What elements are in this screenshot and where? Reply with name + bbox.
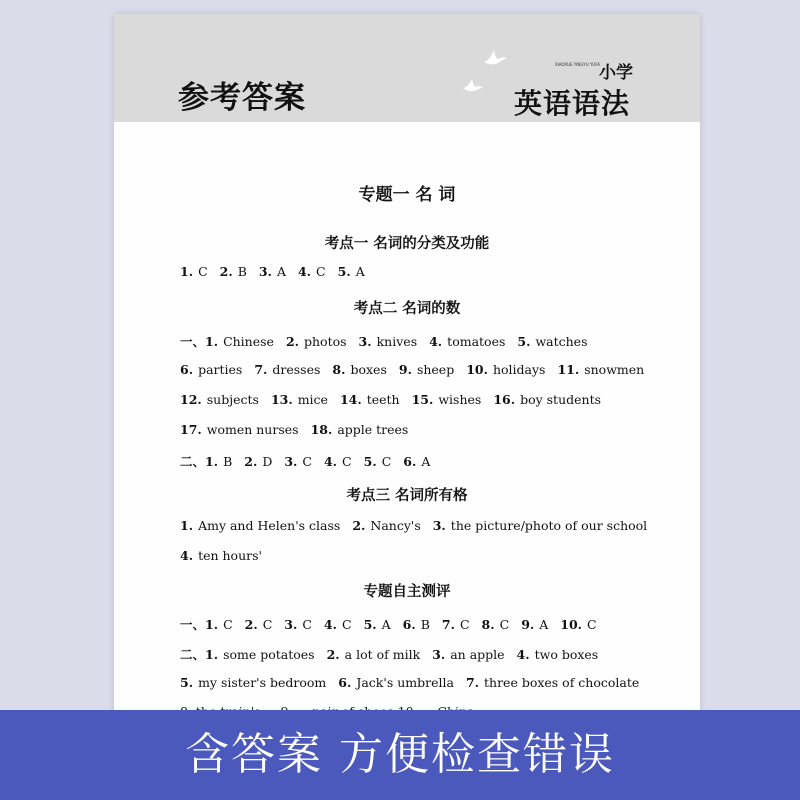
- answer-line: [180, 645, 610, 663]
- answer-number: 一、1.: [180, 617, 219, 632]
- answer-text: the picture/photo of our school: [450, 518, 648, 533]
- answer-number: 11.: [557, 362, 580, 377]
- answer-item: [180, 518, 340, 533]
- answer-line: [180, 422, 420, 437]
- answer-item: [180, 617, 233, 632]
- answer-item: [245, 617, 273, 632]
- answer-item: [180, 362, 242, 377]
- answer-text: C: [223, 617, 233, 632]
- answer-item: [517, 647, 599, 662]
- answer-text: tomatoes: [447, 334, 506, 349]
- answer-text: B: [237, 264, 247, 279]
- answer-text: C: [341, 617, 352, 632]
- answer-item: [180, 334, 274, 349]
- answer-text: C: [587, 617, 597, 632]
- answer-number: 1.: [180, 264, 194, 279]
- answer-item: [311, 422, 409, 437]
- answer-item: [442, 617, 470, 632]
- answer-number: 1.: [180, 518, 194, 533]
- answer-item: [364, 617, 391, 632]
- answer-line: [180, 362, 656, 377]
- answer-text: Amy and Helen's class: [198, 518, 341, 533]
- answer-number: 4.: [429, 334, 443, 349]
- answer-number: 7.: [254, 362, 268, 377]
- answer-text: A: [276, 264, 286, 279]
- answer-number: 13.: [270, 392, 293, 407]
- answer-text: B: [420, 617, 430, 632]
- answer-line: [180, 615, 609, 633]
- answer-item: [180, 422, 299, 437]
- answer-number: 二、1.: [180, 647, 219, 662]
- answer-number: 4.: [297, 264, 312, 279]
- answer-text: A: [355, 264, 365, 279]
- answer-item: [327, 647, 421, 662]
- answer-text: a lot of milk: [344, 647, 421, 662]
- answer-number: 8.: [332, 362, 346, 377]
- answer-text: two boxes: [534, 647, 599, 662]
- answer-text: three boxes of chocolate: [484, 675, 640, 690]
- answer-text: snowmen: [584, 362, 645, 377]
- answer-text: C: [342, 454, 352, 469]
- answer-item: [284, 617, 312, 632]
- answer-number: 5.: [363, 617, 377, 632]
- answer-text: subjects: [206, 392, 259, 407]
- answer-number: 4.: [323, 454, 338, 469]
- answer-item: [180, 392, 259, 407]
- answer-text: C: [302, 454, 312, 469]
- series-label-small: 小学: [599, 63, 633, 83]
- answer-number: 二、1.: [180, 454, 219, 469]
- answer-text: some potatoes: [223, 647, 315, 662]
- answer-text: photos: [304, 334, 347, 349]
- answer-text: D: [262, 454, 273, 469]
- answer-text: Jack's umbrella: [356, 675, 454, 690]
- answer-number: 4.: [323, 617, 337, 632]
- answer-number: 5.: [180, 675, 194, 690]
- answer-item: [298, 264, 326, 279]
- answer-number: 5.: [517, 334, 531, 349]
- answer-number: 3.: [284, 454, 298, 469]
- series-label-big: 英语语法: [514, 87, 631, 120]
- answer-item: [352, 518, 420, 533]
- answer-item: [340, 392, 400, 407]
- section-heading-3: 考点三 名词所有格: [346, 488, 468, 504]
- answer-item: [220, 264, 247, 279]
- bird-icon: [462, 78, 484, 98]
- answer-item: [482, 617, 510, 632]
- answer-line: [180, 548, 274, 563]
- answer-text: B: [223, 454, 233, 469]
- answer-item: [254, 362, 320, 377]
- answer-item: [517, 334, 587, 349]
- answer-number: 9.: [521, 617, 535, 632]
- answer-item: [180, 647, 315, 662]
- answer-text: knives: [376, 334, 418, 349]
- answer-number: 一、1.: [180, 334, 219, 349]
- answer-text: Chinese: [223, 334, 274, 349]
- answer-number: 18.: [310, 422, 333, 437]
- answer-line: [180, 264, 377, 279]
- answer-text: ten hours': [198, 548, 262, 563]
- answer-number: 12.: [180, 392, 202, 407]
- answer-number: 7.: [465, 675, 479, 690]
- section-heading-4: 专题自主测评: [363, 584, 451, 600]
- answer-text: A: [539, 617, 549, 632]
- answer-number: 15.: [411, 392, 434, 407]
- answer-text: holidays: [492, 362, 546, 377]
- answer-text: boxes: [350, 362, 387, 377]
- promo-footer: [0, 710, 800, 800]
- answer-line: [180, 392, 613, 407]
- answer-item: [180, 675, 326, 690]
- answer-item: [338, 675, 454, 690]
- answer-text: C: [316, 264, 326, 279]
- answer-number: 16.: [493, 392, 516, 407]
- answer-item: [244, 454, 272, 469]
- answer-item: [466, 675, 639, 690]
- answer-item: [359, 334, 418, 349]
- answer-item: [364, 454, 392, 469]
- answer-text: C: [499, 617, 510, 632]
- answer-text: C: [459, 617, 470, 632]
- answer-item: [324, 617, 352, 632]
- answer-number: 10.: [466, 362, 488, 377]
- series-pinyin: XIAOXUE YINGYU YUFA: [554, 62, 600, 67]
- topic-heading: 专题一 名 词: [358, 185, 456, 205]
- answer-item: [521, 617, 548, 632]
- answer-number: 2.: [219, 264, 233, 279]
- answer-number: 2.: [244, 617, 258, 632]
- promo-text: 含答案 方便检查错误: [185, 729, 615, 780]
- answer-item: [399, 362, 454, 377]
- answer-text: C: [262, 617, 273, 632]
- answer-text: apple trees: [337, 422, 409, 437]
- answer-item: [332, 362, 386, 377]
- answer-item: [412, 392, 482, 407]
- answer-item: [180, 454, 232, 469]
- answer-number: 4.: [180, 548, 194, 563]
- answer-text: A: [421, 454, 431, 469]
- answer-number: 14.: [339, 392, 362, 407]
- answer-number: 2.: [326, 647, 340, 662]
- answer-item: [271, 392, 328, 407]
- answer-text: A: [381, 617, 391, 632]
- answer-item: [429, 334, 505, 349]
- answer-number: 3.: [258, 264, 272, 279]
- answer-text: wishes: [438, 392, 482, 407]
- answer-text: boy students: [520, 392, 602, 407]
- answer-number: 6.: [402, 617, 416, 632]
- answer-item: [557, 362, 644, 377]
- answer-item: [180, 264, 208, 279]
- answer-text: parties: [198, 362, 243, 377]
- answer-number: 2.: [244, 454, 258, 469]
- answer-number: 3.: [432, 518, 446, 533]
- answer-text: C: [302, 617, 312, 632]
- answer-number: 7.: [441, 617, 455, 632]
- answer-text: my sister's bedroom: [198, 675, 327, 690]
- answer-number: 5.: [363, 454, 377, 469]
- answer-text: teeth: [366, 392, 400, 407]
- answer-number: 10.: [560, 617, 583, 632]
- header-banner: [114, 14, 700, 122]
- answer-text: an apple: [450, 647, 505, 662]
- answer-item: [180, 548, 262, 563]
- answer-item: [560, 617, 596, 632]
- answer-number: 3.: [432, 647, 446, 662]
- answer-item: [466, 362, 545, 377]
- answer-text: watches: [535, 334, 588, 349]
- answer-item: [338, 264, 365, 279]
- answer-item: [493, 392, 601, 407]
- section-heading-1: 考点一 名词的分类及功能: [324, 236, 490, 252]
- answer-number: 9.: [398, 362, 412, 377]
- answer-number: 3.: [284, 617, 298, 632]
- section-heading-2: 考点二 名词的数: [353, 301, 461, 317]
- answer-number: 3.: [358, 334, 372, 349]
- answer-item: [403, 454, 430, 469]
- answer-page: [114, 14, 700, 800]
- answer-text: mice: [297, 392, 328, 407]
- answer-text: sheep: [416, 362, 455, 377]
- answer-item: [324, 454, 352, 469]
- answer-number: 6.: [180, 362, 194, 377]
- answer-number: 6.: [338, 675, 352, 690]
- answer-number: 17.: [180, 422, 202, 437]
- answer-number: 6.: [403, 454, 417, 469]
- answer-line: [180, 452, 442, 470]
- answer-number: 2.: [352, 518, 366, 533]
- answer-line: [180, 332, 600, 350]
- answer-line: [180, 518, 659, 533]
- answer-number: 5.: [337, 264, 351, 279]
- answer-text: women nurses: [206, 422, 299, 437]
- bird-icon: [482, 48, 508, 72]
- answer-number: 2.: [285, 334, 299, 349]
- answer-item: [403, 617, 430, 632]
- answer-line: [180, 675, 651, 690]
- answer-item: [284, 454, 312, 469]
- answer-number: 8.: [481, 617, 495, 632]
- answer-number: 4.: [516, 647, 530, 662]
- answer-text: dresses: [272, 362, 321, 377]
- page-title: 参考答案: [178, 80, 306, 116]
- answer-item: [433, 518, 647, 533]
- answer-text: C: [381, 454, 392, 469]
- answer-item: [286, 334, 347, 349]
- answer-item: [432, 647, 504, 662]
- answer-text: C: [198, 264, 208, 279]
- answer-item: [259, 264, 286, 279]
- answer-text: Nancy's: [370, 518, 421, 533]
